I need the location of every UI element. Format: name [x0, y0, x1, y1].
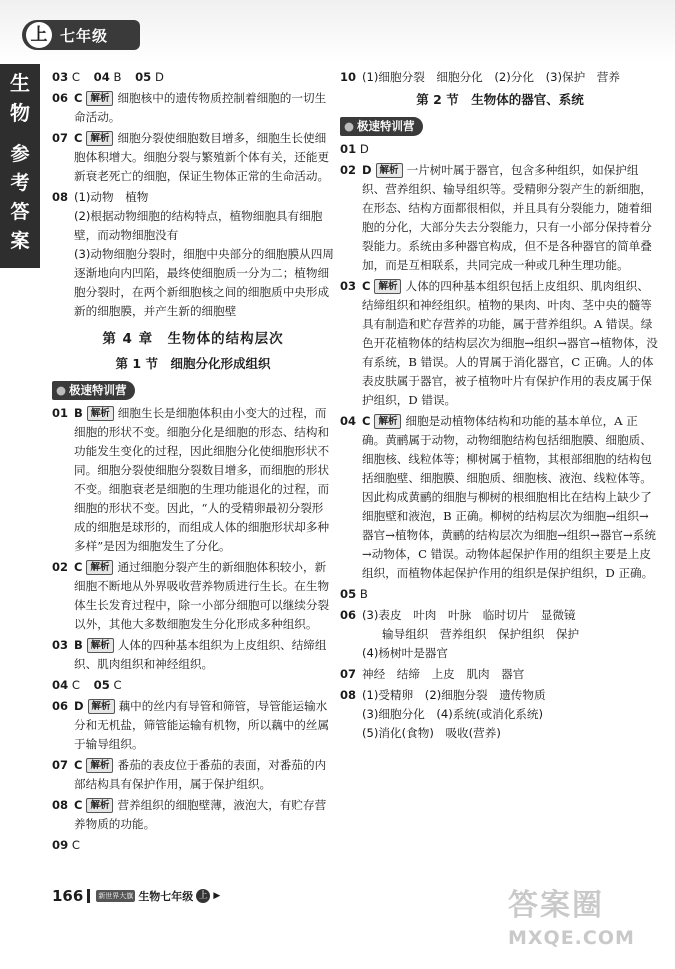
- answer-item-03: 03 B 解析 人体的四种基本组织为上皮组织、结缔组织、肌肉组织和神经组织。: [52, 638, 327, 671]
- answer-item-06b: 06 D 解析 藕中的丝内有导管和筛管，导管能运输水分和无机盐，筛管能运输有机物，所以藕中的丝属于输导组织。: [52, 699, 330, 751]
- analysis-tag: 解析: [86, 91, 113, 106]
- analysis-tag: 解析: [374, 414, 401, 429]
- answer-row-r05: 05 B: [340, 587, 368, 601]
- right-column: [340, 68, 660, 745]
- training-badge: ● 极速特训营: [52, 381, 135, 400]
- analysis-tag: 解析: [86, 560, 113, 575]
- answer-item-r06: 06 (3)表皮 叶肉 叶脉 临时切片 显微镜 输导组织 营养组织 保护组织 保护 (4)杨树叶是器官: [340, 608, 580, 660]
- volume-badge: 上: [196, 889, 210, 903]
- answer-item-10: 10 (1)细胞分裂 细胞分化 (2)分化 (3)保护 营养: [340, 70, 620, 84]
- answer-item-r04: 04 C 解析 细胞是动植物体结构和功能的基本单位，A 正确。黄鹂属于动物，动物细胞结构包括细胞膜、细胞质、细胞核、线粒体等；柳树属于植物，其根部细胞的结构包括细胞壁、细胞膜、细胞质、细胞核、液泡、线粒体等。因此构成黄鹂的细胞与柳树的根细胞相比在结构上缺少了细胞壁和液泡，B 正确。柳树的结构层次为细胞→组织→器官→植物体，黄鹂的结构层次为细胞→组织→器官→系统→动物体，C 错误。动物体起保护作用的组织主要是上皮组织，而植物体起保护作用的组织是保护组织，D 正确。: [340, 414, 656, 580]
- book-title: 生物七年级: [138, 890, 194, 903]
- answer-row-09: 09 C: [52, 838, 80, 852]
- answer-item-r08: 08 (1)受精卵 (2)细胞分裂 遗传物质 (3)细胞分化 (4)系统(或消化系统) (5)消化(食物) 吸收(营养): [340, 688, 546, 740]
- page-number: 166: [52, 887, 84, 905]
- page-footer: [52, 885, 220, 907]
- volume-circle: 上: [26, 22, 52, 48]
- answer-item-r03: 03 C 解析 人体的四种基本组织包括上皮组织、肌肉组织、结缔组织和神经组织。植物的果肉、叶肉、茎中央的髓等具有制造和贮存营养的功能，属于营养组织。A 错误。绿色开花植物体的结构层次为细胞→组织→器官→植物体，没有系统，B 错误。人的胃属于消化器官，C 正确。人的体表皮肤属于器官，被子植物叶片有保护作用的表皮属于保护组织，D 错误。: [340, 279, 658, 407]
- analysis-tag: 解析: [374, 279, 401, 294]
- answer-row-r01: 01 D: [340, 142, 369, 156]
- training-badge-2: ● 极速特训营: [340, 117, 423, 136]
- divider-bar: [87, 889, 90, 903]
- analysis-tag: 解析: [376, 163, 403, 178]
- analysis-tag: 解析: [86, 798, 113, 813]
- answer-item-07: 07 C 解析 细胞分裂使细胞数目增多，细胞生长使细胞体积增大。细胞分裂与繁殖新个体有关，还能更新衰老死亡的细胞，保证生物体正常的生命活动。: [52, 131, 330, 183]
- left-column: [52, 68, 334, 857]
- answer-item-07b: 07 C 解析 番茄的表皮位于番茄的表面，对番茄的内部结构具有保护作用，属于保护组织。: [52, 758, 327, 791]
- arrow-right-icon: ▶: [213, 891, 221, 901]
- badge-dot-icon: ●: [344, 119, 355, 133]
- answer-item-01: 01 B 解析 细胞生长是细胞体积由小变大的过程，而细胞的形状不变。细胞分化是细胞的形态、结构和功能发生变化的过程，因此细胞分化使细胞形状不同。细胞分裂使细胞分裂数目增多，而细胞的形状不变。细胞衰老是细胞的生理功能退化的过程，而细胞的形状不变。因此，“人的受精卵最初分裂形成的细胞是球形的，而组成人体的细胞形状却多种多样”是因为细胞发生了分化。: [52, 406, 330, 553]
- publisher-logo: 新世界大旗: [98, 892, 134, 900]
- answer-item-08: 08 (1)动物 植物 (2)根据动物细胞的结构特点，植物细胞具有细胞壁，而动物细胞没有 (3)动物细胞分裂时，细胞中央部分的细胞膜从四周逐渐地向内凹陷，最终使细胞质一分为二；植物细胞分裂时，在两个新细胞核之间的细胞质中央形成新的细胞膜，并产生新的细胞壁: [52, 190, 334, 318]
- analysis-tag: 解析: [87, 406, 114, 421]
- badge-dot-icon: ●: [56, 383, 67, 397]
- side-answer-label: 参 考 答 案: [10, 143, 30, 252]
- analysis-tag: 解析: [88, 699, 115, 714]
- analysis-tag: 解析: [86, 131, 113, 146]
- answer-row-03-05: 03 C 04 B 05 D: [52, 70, 164, 84]
- watermark: 答案圈 MXQE.COM: [508, 888, 635, 949]
- grade-label: 七年级: [60, 27, 109, 45]
- analysis-tag: 解析: [86, 758, 113, 773]
- section-title-2: 第 2 节 生物体的器官、系统: [416, 92, 584, 107]
- chapter-title: 第 4 章 生物体的结构层次: [102, 331, 284, 347]
- section-title: 第 1 节 细胞分化形成组织: [115, 356, 271, 371]
- answer-item-r07: 07 神经 结缔 上皮 肌肉 器官: [340, 667, 525, 681]
- answer-item-02: 02 C 解析 通过细胞分裂产生的新细胞体积较小，新细胞不断地从外界吸收营养物质进行生长。在生物体生长发育过程中，除一小部分细胞可以继续分裂以外，其他大多数细胞发生分化形成多种组织。: [52, 560, 330, 631]
- answer-item-r02: 02 D 解析 一片树叶属于器官，包含多种组织，如保护组织、营养组织、输导组织等。受精卵分裂产生的新细胞，在形态、结构方面都很相似，并且具有分裂能力，随着细胞的分化，大部分失去分裂能力，只有一小部分保持着分裂能力。系统由多种器官构成，但不是各种器官的简单叠加，而是互相联系，共同完成一种或几种生理功能。: [340, 163, 652, 272]
- side-strip: [0, 64, 40, 268]
- answer-item-08b: 08 C 解析 营养组织的细胞壁薄，液泡大，有贮存营养物质的功能。: [52, 798, 327, 831]
- side-subject: 生 物: [10, 71, 30, 125]
- grade-badge: [22, 20, 140, 50]
- answer-row-04-05: 04 C 05 C: [52, 678, 122, 692]
- answer-item-06: 06 C 解析 细胞核中的遗传物质控制着细胞的一切生命活动。: [52, 91, 327, 124]
- analysis-tag: 解析: [87, 638, 114, 653]
